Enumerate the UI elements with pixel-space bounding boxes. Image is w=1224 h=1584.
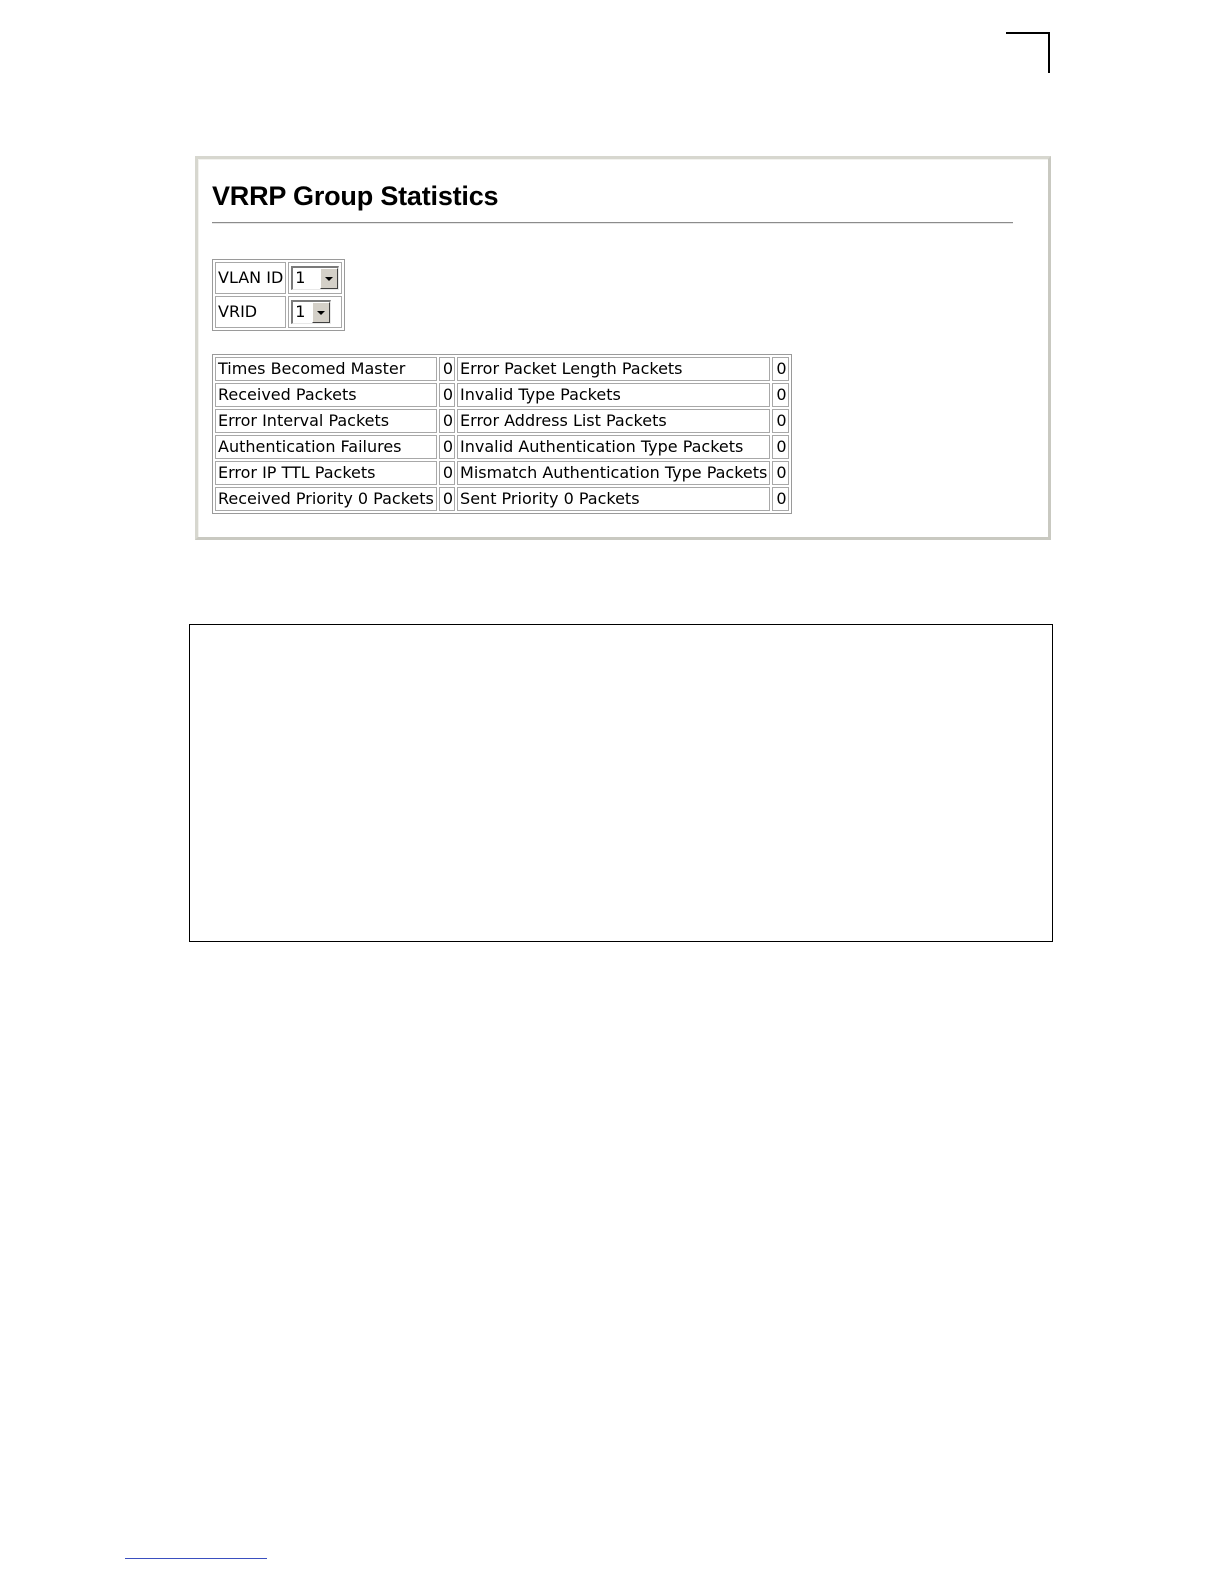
- stat-label: Mismatch Authentication Type Packets: [457, 461, 770, 485]
- vlan-id-value: 1: [295, 268, 306, 287]
- footer-divider: [125, 1558, 267, 1559]
- stat-label: Error Address List Packets: [457, 409, 770, 433]
- vrid-label: VRID: [215, 296, 286, 328]
- stat-label: Received Packets: [215, 383, 437, 407]
- stat-value: 0: [439, 435, 455, 459]
- stat-value: 0: [772, 461, 788, 485]
- stat-value: 0: [439, 357, 455, 381]
- table-row: [215, 357, 789, 381]
- stat-value: 0: [772, 383, 788, 407]
- stat-value: 0: [439, 383, 455, 407]
- stat-label: Times Becomed Master: [215, 357, 437, 381]
- stat-label: Invalid Type Packets: [457, 383, 770, 407]
- table-row: [215, 409, 789, 433]
- table-row: [215, 435, 789, 459]
- stat-label: Error IP TTL Packets: [215, 461, 437, 485]
- empty-text-box: [189, 624, 1053, 942]
- vlan-id-label: VLAN ID: [215, 262, 286, 294]
- statistics-table: [212, 354, 792, 514]
- vlan-id-dropdown-button[interactable]: [320, 268, 338, 289]
- crop-mark: [1006, 32, 1050, 73]
- stat-value: 0: [772, 357, 788, 381]
- vrid-select[interactable]: [291, 300, 331, 324]
- vrrp-statistics-panel: [195, 156, 1051, 540]
- vlan-id-row: [215, 262, 342, 294]
- title-divider: [212, 222, 1013, 224]
- stat-label: Error Packet Length Packets: [457, 357, 770, 381]
- vrid-row: [215, 296, 342, 328]
- chevron-down-icon: [317, 311, 325, 315]
- stat-value: 0: [772, 409, 788, 433]
- stat-label: Error Interval Packets: [215, 409, 437, 433]
- table-row: [215, 383, 789, 407]
- table-row: [215, 487, 789, 511]
- stat-label: Invalid Authentication Type Packets: [457, 435, 770, 459]
- stat-value: 0: [439, 461, 455, 485]
- stat-value: 0: [439, 409, 455, 433]
- stat-label: Received Priority 0 Packets: [215, 487, 437, 511]
- table-row: [215, 461, 789, 485]
- vlan-id-cell: [288, 262, 342, 294]
- stat-value: 0: [772, 487, 788, 511]
- selector-table: [212, 259, 345, 331]
- stat-value: 0: [772, 435, 788, 459]
- chevron-down-icon: [325, 277, 333, 281]
- stat-value: 0: [439, 487, 455, 511]
- vrid-dropdown-button[interactable]: [312, 302, 330, 323]
- stat-label: Sent Priority 0 Packets: [457, 487, 770, 511]
- vrid-value: 1: [295, 302, 306, 321]
- stat-label: Authentication Failures: [215, 435, 437, 459]
- page-title: VRRP Group Statistics: [212, 181, 499, 211]
- vrid-cell: [288, 296, 342, 328]
- vlan-id-select[interactable]: [291, 266, 339, 290]
